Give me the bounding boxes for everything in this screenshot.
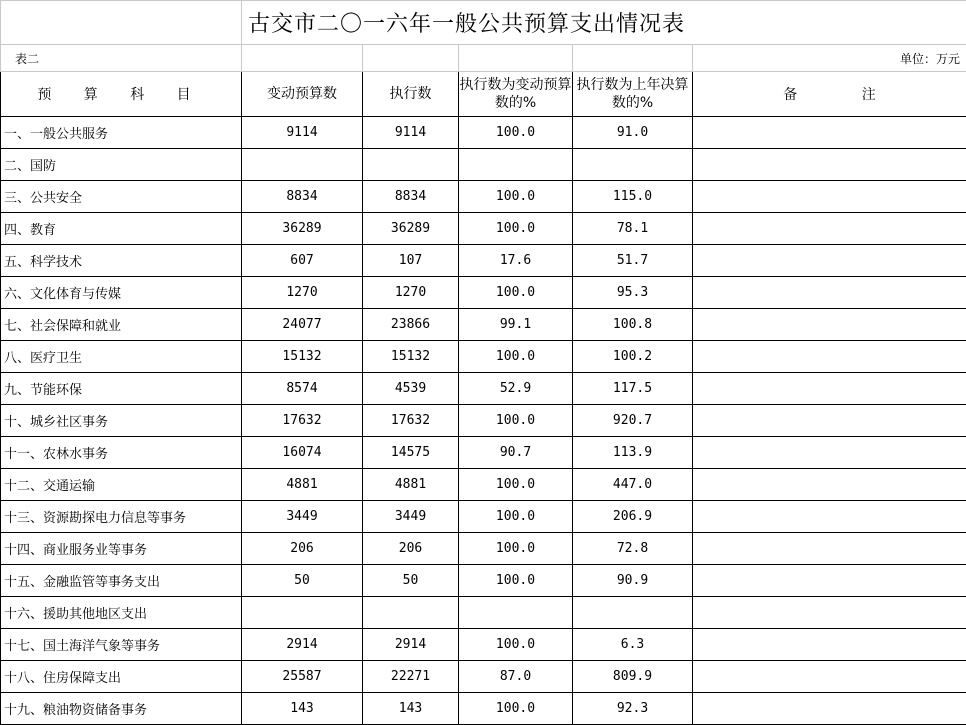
- executed-cell[interactable]: 9114: [363, 117, 459, 149]
- adjusted-budget-cell[interactable]: 8834: [242, 181, 363, 213]
- header-executed: 执行数: [363, 72, 459, 117]
- pct-of-last-year-cell[interactable]: 95.3: [573, 277, 693, 309]
- table-row: [1, 341, 966, 373]
- header-pct-of-last-year: 执行数为上年决算数的%: [573, 72, 693, 117]
- pct-of-budget-cell[interactable]: 100.0: [459, 213, 573, 245]
- adjusted-budget-cell[interactable]: 9114: [242, 117, 363, 149]
- remarks-cell[interactable]: [693, 437, 966, 469]
- blank-cell[interactable]: [363, 45, 459, 72]
- remarks-cell[interactable]: [693, 405, 966, 437]
- subject-cell[interactable]: 十一、农林水事务: [1, 437, 242, 469]
- header-row: [1, 72, 966, 117]
- executed-cell[interactable]: 36289: [363, 213, 459, 245]
- executed-cell[interactable]: 8834: [363, 181, 459, 213]
- executed-cell[interactable]: 2914: [363, 629, 459, 661]
- remarks-cell[interactable]: [693, 341, 966, 373]
- remarks-cell[interactable]: [693, 373, 966, 405]
- pct-of-budget-cell[interactable]: 100.0: [459, 469, 573, 501]
- blank-cell[interactable]: [242, 45, 363, 72]
- table-row: [1, 597, 966, 629]
- pct-of-budget-cell[interactable]: 100.0: [459, 181, 573, 213]
- adjusted-budget-cell[interactable]: 607: [242, 245, 363, 277]
- subject-cell[interactable]: 十二、交通运输: [1, 469, 242, 501]
- adjusted-budget-cell[interactable]: [242, 149, 363, 181]
- subheader-row: [1, 45, 966, 72]
- header-remarks: 备 注: [693, 72, 966, 117]
- pct-of-budget-cell[interactable]: 100.0: [459, 277, 573, 309]
- pct-of-last-year-cell[interactable]: 100.8: [573, 309, 693, 341]
- table-row: [1, 149, 966, 181]
- remarks-cell[interactable]: [693, 245, 966, 277]
- remarks-cell[interactable]: [693, 469, 966, 501]
- title-row: [1, 1, 966, 45]
- pct-of-last-year-cell[interactable]: 117.5: [573, 373, 693, 405]
- adjusted-budget-cell[interactable]: 25587: [242, 661, 363, 693]
- remarks-cell[interactable]: [693, 501, 966, 533]
- title-blank-cell[interactable]: [1, 1, 242, 45]
- executed-cell[interactable]: 3449: [363, 501, 459, 533]
- executed-cell[interactable]: 23866: [363, 309, 459, 341]
- subject-cell[interactable]: 十四、商业服务业等事务: [1, 533, 242, 565]
- pct-of-budget-cell[interactable]: 100.0: [459, 533, 573, 565]
- executed-cell[interactable]: 4881: [363, 469, 459, 501]
- pct-of-last-year-cell[interactable]: 78.1: [573, 213, 693, 245]
- adjusted-budget-cell[interactable]: 36289: [242, 213, 363, 245]
- adjusted-budget-cell[interactable]: 2914: [242, 629, 363, 661]
- pct-of-budget-cell[interactable]: 100.0: [459, 693, 573, 725]
- pct-of-last-year-cell[interactable]: 51.7: [573, 245, 693, 277]
- remarks-cell[interactable]: [693, 213, 966, 245]
- subject-cell[interactable]: 六、文化体育与传媒: [1, 277, 242, 309]
- header-adjusted-budget: 变动预算数: [242, 72, 363, 117]
- subject-cell[interactable]: 二、国防: [1, 149, 242, 181]
- subject-cell[interactable]: 十七、国土海洋气象等事务: [1, 629, 242, 661]
- subject-cell[interactable]: 十五、金融监管等事务支出: [1, 565, 242, 597]
- table-row: [1, 469, 966, 501]
- subject-cell[interactable]: 九、节能环保: [1, 373, 242, 405]
- subject-cell[interactable]: 三、公共安全: [1, 181, 242, 213]
- table-body: [1, 1, 966, 725]
- blank-cell[interactable]: [459, 45, 573, 72]
- pct-of-last-year-cell[interactable]: 920.7: [573, 405, 693, 437]
- remarks-cell[interactable]: [693, 661, 966, 693]
- header-pct-of-budget: 执行数为变动预算数的%: [459, 72, 573, 117]
- pct-of-last-year-cell[interactable]: 6.3: [573, 629, 693, 661]
- table-row: [1, 405, 966, 437]
- pct-of-last-year-cell[interactable]: 92.3: [573, 693, 693, 725]
- adjusted-budget-cell[interactable]: 206: [242, 533, 363, 565]
- page-title: 古交市二〇一六年一般公共预算支出情况表: [242, 1, 966, 45]
- subject-cell[interactable]: 十三、资源勘探电力信息等事务: [1, 501, 242, 533]
- table-row: [1, 661, 966, 693]
- adjusted-budget-cell[interactable]: 24077: [242, 309, 363, 341]
- pct-of-budget-cell[interactable]: 87.0: [459, 661, 573, 693]
- pct-of-budget-cell[interactable]: 100.0: [459, 117, 573, 149]
- table-row: [1, 501, 966, 533]
- pct-of-last-year-cell[interactable]: [573, 597, 693, 629]
- subject-cell[interactable]: 十六、援助其他地区支出: [1, 597, 242, 629]
- remarks-cell[interactable]: [693, 533, 966, 565]
- pct-of-last-year-cell[interactable]: 113.9: [573, 437, 693, 469]
- pct-of-last-year-cell[interactable]: 100.2: [573, 341, 693, 373]
- remarks-cell[interactable]: [693, 149, 966, 181]
- remarks-cell[interactable]: [693, 117, 966, 149]
- adjusted-budget-cell[interactable]: [242, 597, 363, 629]
- pct-of-budget-cell[interactable]: 17.6: [459, 245, 573, 277]
- executed-cell[interactable]: 14575: [363, 437, 459, 469]
- pct-of-last-year-cell[interactable]: 90.9: [573, 565, 693, 597]
- pct-of-last-year-cell[interactable]: 809.9: [573, 661, 693, 693]
- adjusted-budget-cell[interactable]: 4881: [242, 469, 363, 501]
- adjusted-budget-cell[interactable]: 3449: [242, 501, 363, 533]
- pct-of-budget-cell[interactable]: 90.7: [459, 437, 573, 469]
- adjusted-budget-cell[interactable]: 50: [242, 565, 363, 597]
- table-row: [1, 213, 966, 245]
- adjusted-budget-cell[interactable]: 17632: [242, 405, 363, 437]
- pct-of-last-year-cell[interactable]: 206.9: [573, 501, 693, 533]
- adjusted-budget-cell[interactable]: 8574: [242, 373, 363, 405]
- pct-of-last-year-cell[interactable]: [573, 149, 693, 181]
- adjusted-budget-cell[interactable]: 15132: [242, 341, 363, 373]
- adjusted-budget-cell[interactable]: 143: [242, 693, 363, 725]
- remarks-cell[interactable]: [693, 277, 966, 309]
- remarks-cell[interactable]: [693, 629, 966, 661]
- table-row: [1, 373, 966, 405]
- pct-of-budget-cell[interactable]: 100.0: [459, 629, 573, 661]
- executed-cell[interactable]: 50: [363, 565, 459, 597]
- pct-of-budget-cell[interactable]: 52.9: [459, 373, 573, 405]
- pct-of-budget-cell[interactable]: [459, 149, 573, 181]
- pct-of-last-year-cell[interactable]: 91.0: [573, 117, 693, 149]
- remarks-cell[interactable]: [693, 693, 966, 725]
- table-row: [1, 309, 966, 341]
- table-row: [1, 437, 966, 469]
- table-number: 表二: [1, 45, 242, 72]
- table-row: [1, 565, 966, 597]
- executed-cell[interactable]: 4539: [363, 373, 459, 405]
- subject-cell[interactable]: 八、医疗卫生: [1, 341, 242, 373]
- remarks-cell[interactable]: [693, 597, 966, 629]
- pct-of-budget-cell[interactable]: [459, 597, 573, 629]
- pct-of-budget-cell[interactable]: 99.1: [459, 309, 573, 341]
- subject-cell[interactable]: 十九、粮油物资储备事务: [1, 693, 242, 725]
- pct-of-budget-cell[interactable]: 100.0: [459, 565, 573, 597]
- pct-of-last-year-cell[interactable]: 447.0: [573, 469, 693, 501]
- unit-label: 单位：万元: [693, 45, 966, 72]
- table-row: [1, 693, 966, 725]
- executed-cell[interactable]: [363, 597, 459, 629]
- remarks-cell[interactable]: [693, 565, 966, 597]
- subject-cell[interactable]: 七、社会保障和就业: [1, 309, 242, 341]
- adjusted-budget-cell[interactable]: 1270: [242, 277, 363, 309]
- executed-cell[interactable]: 15132: [363, 341, 459, 373]
- table-row: [1, 277, 966, 309]
- subject-cell[interactable]: 十八、住房保障支出: [1, 661, 242, 693]
- pct-of-budget-cell[interactable]: 100.0: [459, 341, 573, 373]
- header-subject: 预 算 科 目: [1, 72, 242, 117]
- remarks-cell[interactable]: [693, 309, 966, 341]
- table-row: [1, 117, 966, 149]
- subject-cell[interactable]: 五、科学技术: [1, 245, 242, 277]
- remarks-cell[interactable]: [693, 181, 966, 213]
- executed-cell[interactable]: 143: [363, 693, 459, 725]
- pct-of-last-year-cell[interactable]: 115.0: [573, 181, 693, 213]
- table-row: [1, 629, 966, 661]
- pct-of-budget-cell[interactable]: 100.0: [459, 501, 573, 533]
- executed-cell[interactable]: 22271: [363, 661, 459, 693]
- executed-cell[interactable]: 206: [363, 533, 459, 565]
- adjusted-budget-cell[interactable]: 16074: [242, 437, 363, 469]
- subject-cell[interactable]: 十、城乡社区事务: [1, 405, 242, 437]
- executed-cell[interactable]: 1270: [363, 277, 459, 309]
- table-row: [1, 245, 966, 277]
- blank-cell[interactable]: [573, 45, 693, 72]
- subject-cell[interactable]: 四、教育: [1, 213, 242, 245]
- executed-cell[interactable]: 17632: [363, 405, 459, 437]
- subject-cell[interactable]: 一、一般公共服务: [1, 117, 242, 149]
- executed-cell[interactable]: 107: [363, 245, 459, 277]
- pct-of-last-year-cell[interactable]: 72.8: [573, 533, 693, 565]
- pct-of-budget-cell[interactable]: 100.0: [459, 405, 573, 437]
- table-row: [1, 533, 966, 565]
- table-row: [1, 181, 966, 213]
- executed-cell[interactable]: [363, 149, 459, 181]
